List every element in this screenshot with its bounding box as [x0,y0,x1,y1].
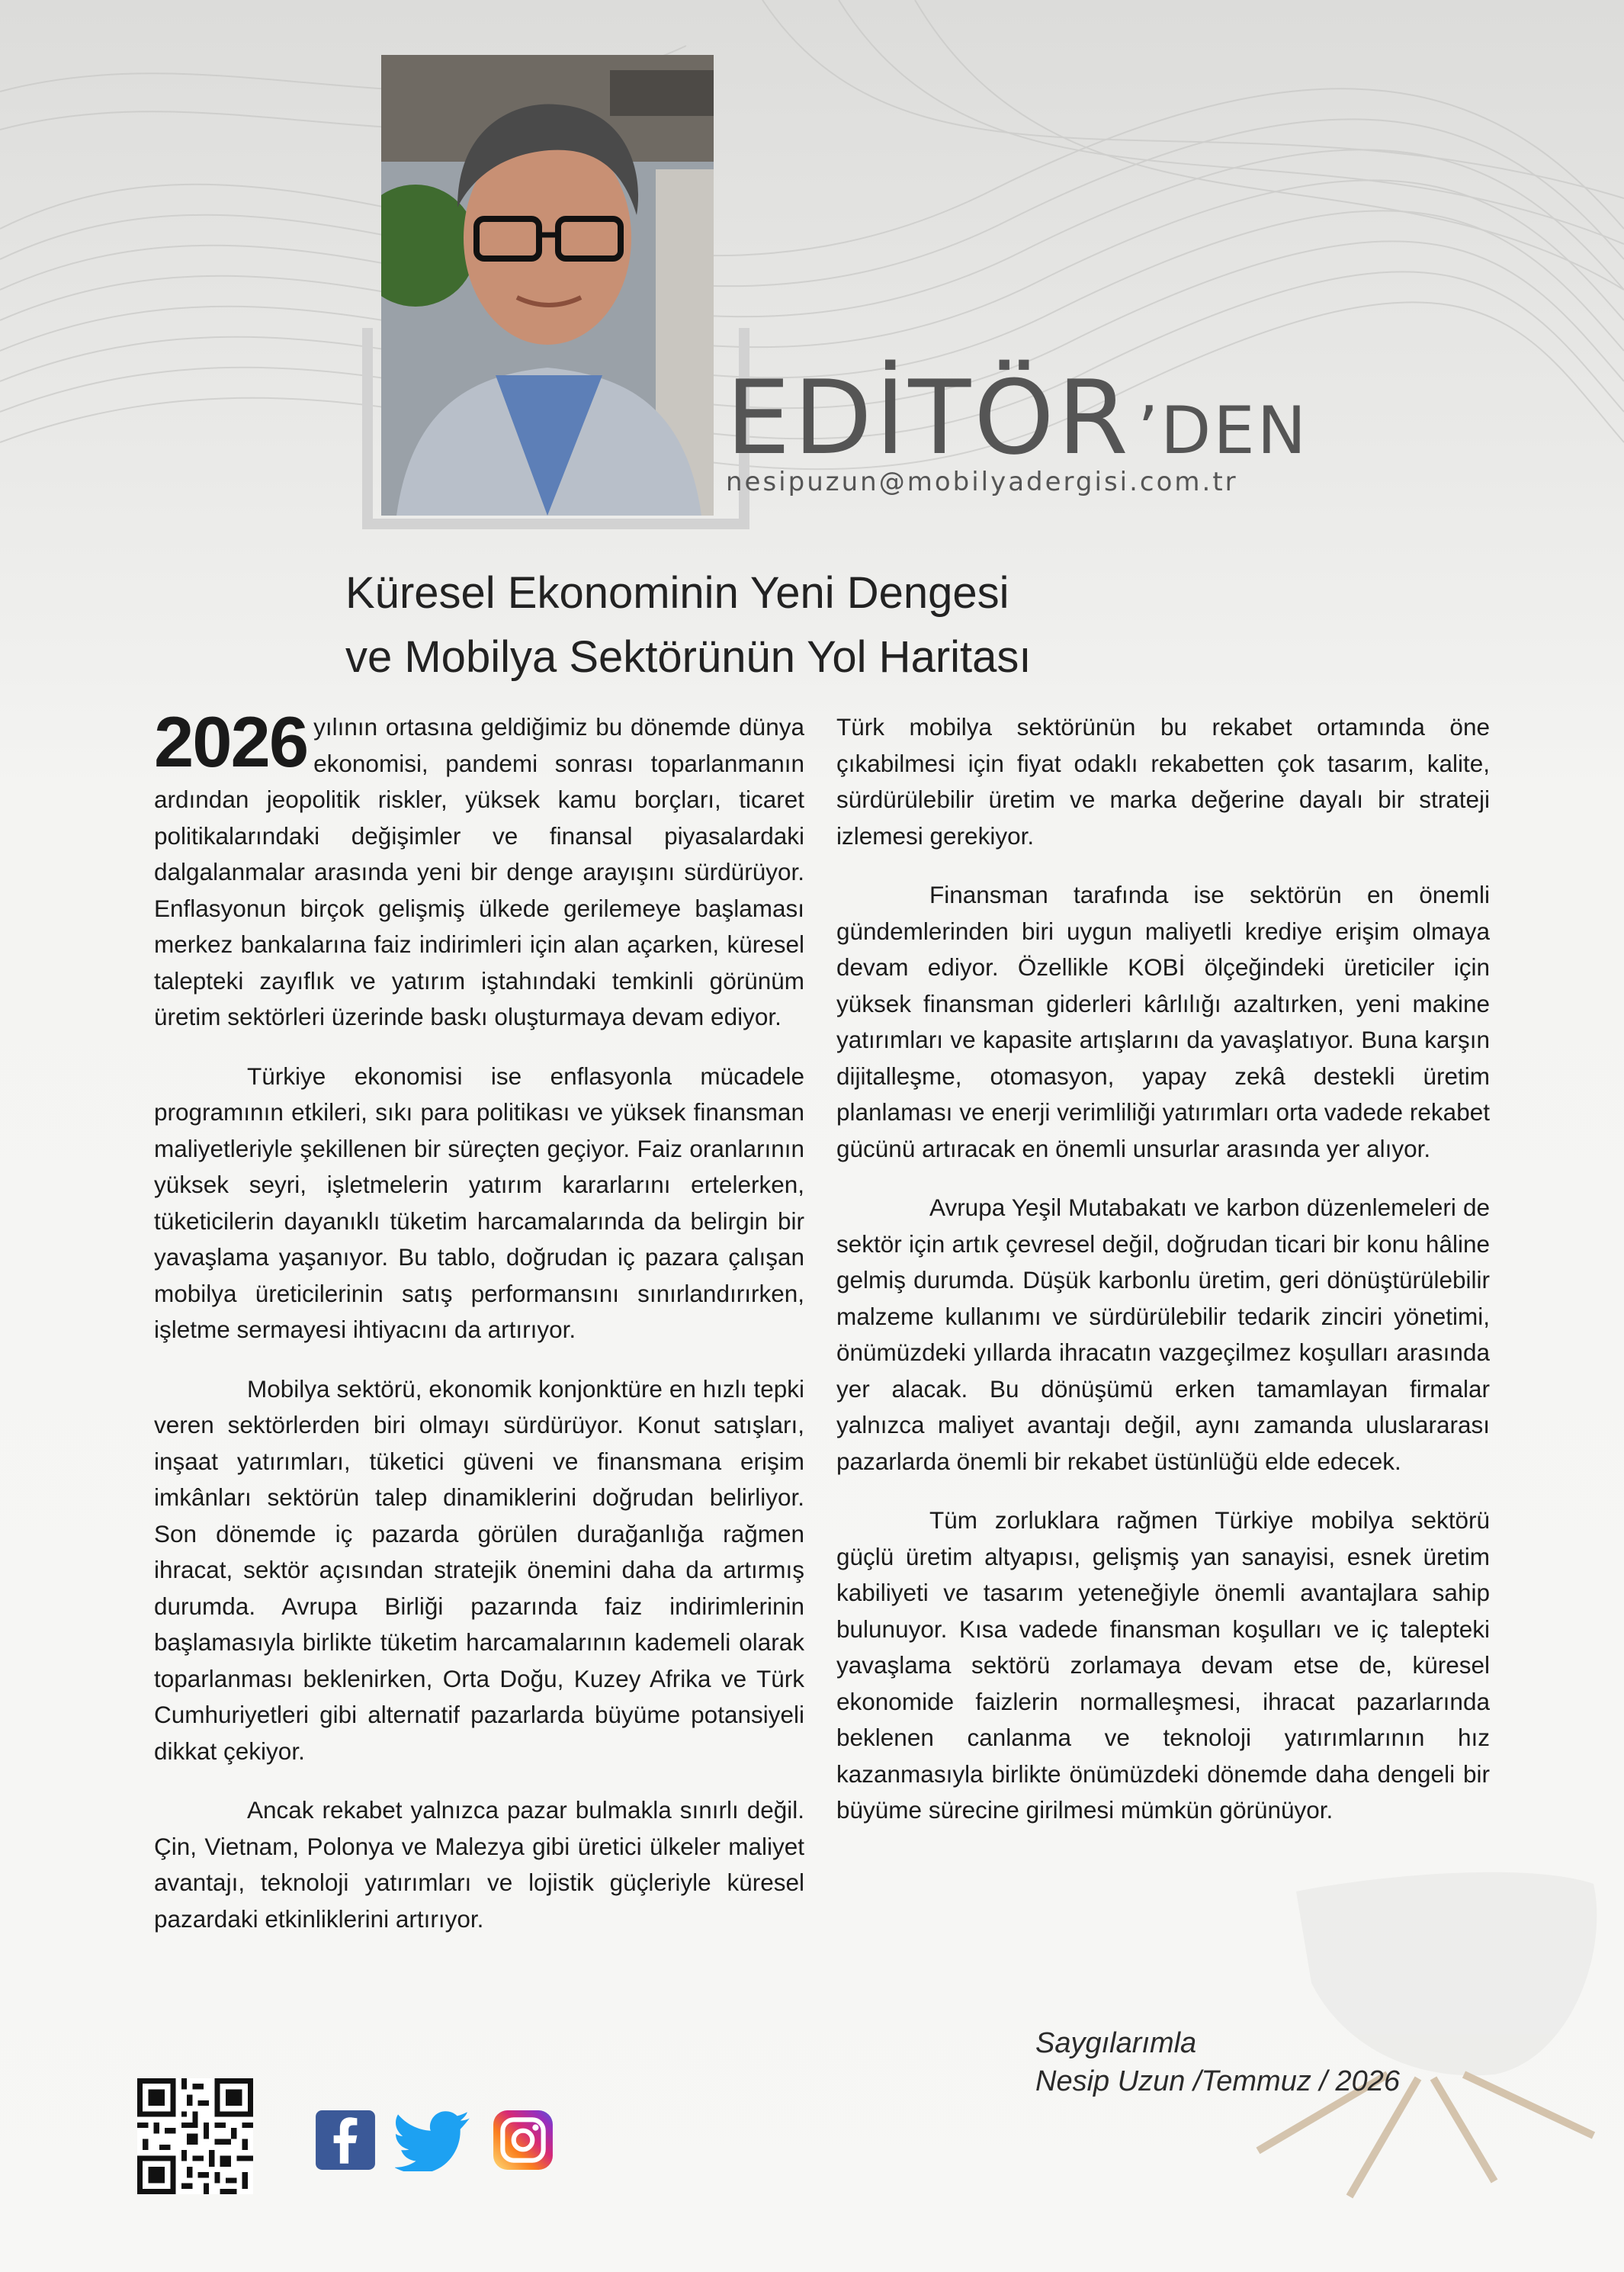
article-title-line1: Küresel Ekonominin Yeni Dengesi [345,568,1009,618]
article-title-line2: ve Mobilya Sektörünün Yol Haritası [345,632,1032,682]
signature [1035,2024,1400,2100]
signature-greeting: Saygılarımla [1035,2027,1197,2059]
editor-title-main: EDİTÖR [726,358,1131,477]
article-paragraph-3: Mobilya sektörü, ekonomik konjonktüre en hızlı tepki veren sektörlerden biri olmayı sürdürüyor. Konut satışları, inşaat yatırımları, tüketici güveni ve finansmana erişim imkânları sektörün talep dinamiklerini doğrudan belirliyor. Son dönemde iç pazarda görülen durağanlığa rağmen ihracat, sektör açısından stratejik önemini daha da artırmış durumda. Avrupa Birliği pazarında faiz indirimlerinin başlamasıyla birlikte tüketim harcamalarının kademeli olarak toparlanması beklenirken, Orta Doğu, Kuzey Afrika ve Türk Cumhuriyetleri gibi alternatif pazarlarda büyüme potansiyeli dikkat çekiyor. [154,1374,804,1765]
facebook-icon[interactable] [314,2109,377,2171]
qr-code-icon[interactable] [137,2078,253,2194]
article-paragraph-4: Ancak rekabet yalnızca pazar bulmakla sınırlı değil. Çin, Vietnam, Polonya ve Malezya gibi üretici ülkeler maliyet avantajı, teknoloji yatırımları ve lojistik güçleriyle küresel pazardaki etkinliklerini artırıyor. [154,1796,804,1933]
editor-photo [381,55,714,516]
instagram-icon[interactable] [492,2109,554,2171]
drop-year: 2026 [154,702,308,782]
article-column-left [154,702,804,1960]
editor-title-suffix: ’DEN [1137,393,1309,469]
paragraph-1-text: yılının ortasına geldiğimiz bu dönemde dünya ekonomisi, pandemi sonrası toparlanmanın ardından jeopolitik riskler, yüksek kamu borçları, ticaret politikalarındaki değişimler ve finansal piyasalardaki dalgalanmalar arasında yeni bir denge arayışını sürdürüyor. Enflasyonun birçok gelişmiş ülkede gerilemeye başlaması merkez bankalarına faiz indirimleri için alan açarken, küresel talepteki zayıflık ve yatırım iştahındaki temkinli görünüm üretim sektörleri üzerinde baskı oluşturmaya devam ediyor. [154,713,804,1030]
article-paragraph-5: Finansman tarafında ise sektörün en önemli gündemlerinden biri uygun maliyetli krediye erişim olmaya devam ediyor. Özellikle KOBİ ölçeğindeki üreticiler için yüksek finansman giderleri kârlılığı azaltırken, yeni makine yatırımları ve kapasite artışlarını da yavaşlatıyor. Buna karşın dijitalleşme, otomasyon, yapay zekâ destekli üretim planlaması ve enerji verimliliği yatırımları orta vadede rekabet gücünü artıracak en önemli unsurlar arasında yer alıyor. [836,881,1490,1162]
article-column-right [836,709,1490,1852]
article-paragraph-2: Türkiye ekonomisi ise enflasyonla mücadele programının etkileri, sıkı para politikası ve yüksek finansman maliyetleriyle şekillenen bir süreçten geçiyor. Faiz oranlarının yüksek seyri, işletmelerin yatırım kararlarını ertelerken, tüketicilerin dayanıklı tüketim harcamalarında da belirgin bir yavaşlama yaşanıyor. Bu tablo, doğrudan iç pazara çalışan mobilya üreticilerinin satış performansını sınırlandırırken, işletme sermayesi ihtiyacını da artırıyor. [154,1062,804,1343]
editor-email[interactable]: nesipuzun@mobilyadergisi.com.tr [726,467,1238,497]
article-paragraph-1 [154,702,804,1036]
article-paragraph-4-continued: Türk mobilya sektörünün bu rekabet ortamında öne çıkabilmesi için fiyat odaklı rekabetten çok tasarım, kalite, sürdürülebilir üretim ve marka değerine dayalı bir strateji izlemesi gerekiyor. [836,713,1490,850]
editor-section-title [726,358,1309,477]
article-paragraph-7: Tüm zorluklara rağmen Türkiye mobilya sektörü güçlü üretim altyapısı, gelişmiş yan sanayisi, esnek üretim kabiliyeti ve tasarım yeteneğiyle önemli avantajlara sahip bulunuyor. Kısa vadede finansman koşulları ve iç talepteki yavaşlama sektörü zorlamaya devam etse de, küresel ekonomide faizlerin normalleşmesi, ihracat pazarlarında beklenen canlanma ve teknoloji yatırımlarının hız kazanmasıyla birlikte önümüzdeki dönemde daha dengeli bir büyüme sürecine girilmesi mümkün görünüyor. [836,1506,1490,1824]
signature-author-date: Nesip Uzun /Temmuz / 2026 [1035,2065,1401,2097]
article-title [345,561,1337,689]
twitter-icon[interactable] [395,2109,473,2171]
article-paragraph-6: Avrupa Yeşil Mutabakatı ve karbon düzenlemeleri de sektör için artık çevresel değil, doğrudan ticari bir konu hâline gelmiş durumda. Düşük karbonlu üretim, geri dönüştürülebilir malzeme kullanımı ve sürdürülebilir tedarik zinciri yönetimi, önümüzdeki yıllarda ihracatın vazgeçilmez koşulları arasında yer alacak. Bu dönüşümü erken tamamlayan firmalar yalnızca maliyet avantajı değil, aynı zamanda uluslararası pazarlarda önemli bir rekabet üstünlüğü elde edecek. [836,1194,1490,1475]
